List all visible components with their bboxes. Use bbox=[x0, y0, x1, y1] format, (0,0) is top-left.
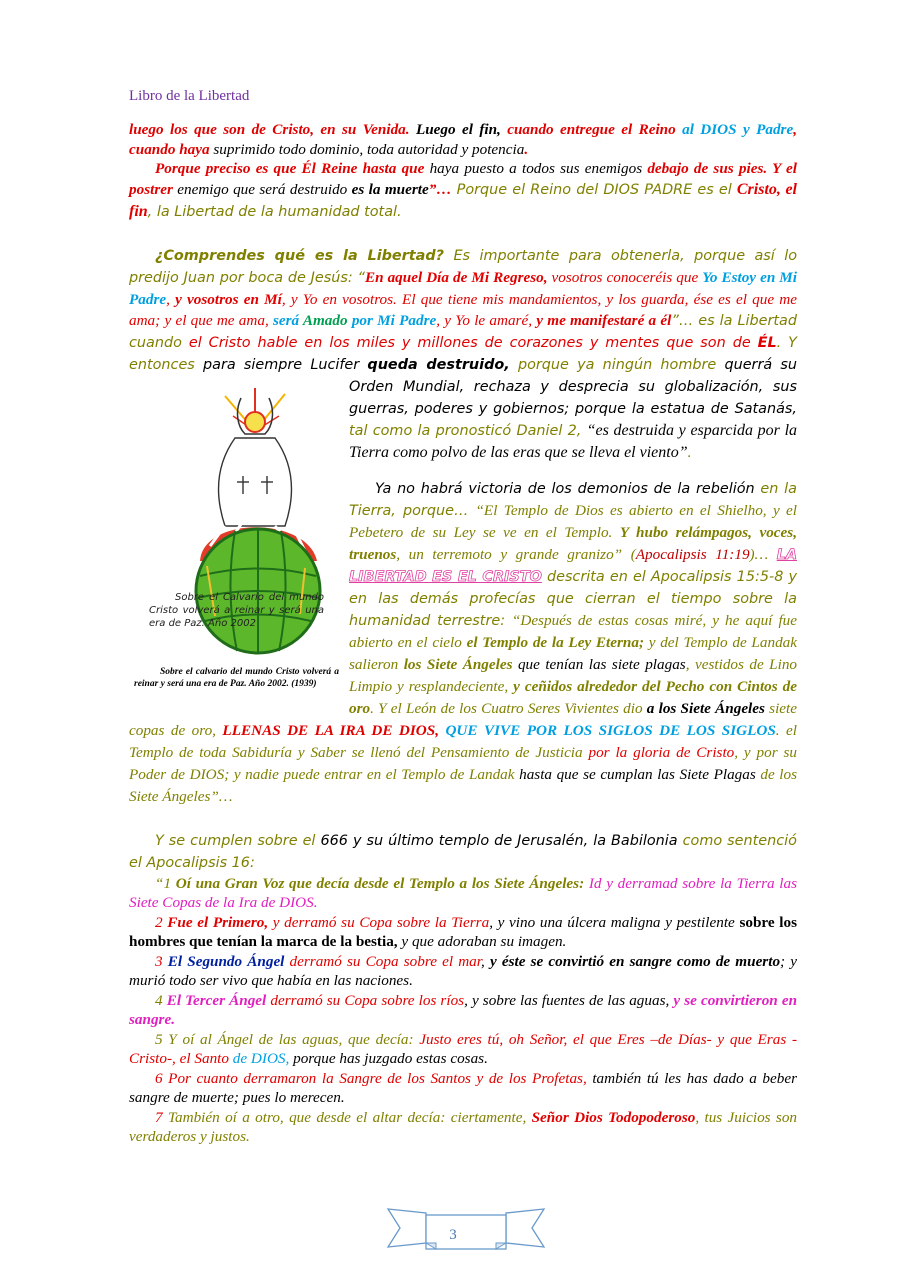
text-span: Fue el Primero, bbox=[167, 913, 269, 931]
text-span: Por cuanto derramaron la Sangre de los Santos y de los Profetas, bbox=[168, 1069, 587, 1087]
text-span: ”… bbox=[428, 180, 452, 198]
spacer bbox=[129, 808, 797, 830]
text-span: El Segundo Ángel bbox=[167, 952, 285, 970]
text-span: y del Templo de Landak salieron bbox=[349, 633, 797, 673]
text-span: QUE VIVE POR LOS SIGLOS DE LOS SIGLOS bbox=[439, 721, 776, 739]
text-span: . bbox=[687, 444, 692, 461]
text-span: Cristo, el fin bbox=[129, 180, 798, 220]
page-body bbox=[129, 120, 797, 1147]
text-span: 3 bbox=[155, 952, 168, 970]
handwritten-inscription: Sobre el Calvario del mundo Cristo volverá a reinar y será una era de Paz. Año 2002 bbox=[149, 592, 324, 629]
text-span: y éste se convirtió en sangre como de muerto bbox=[489, 952, 781, 970]
text-span: también tú les has dado a beber sangre de muerte bbox=[129, 1069, 797, 1106]
text-span: es la muerte bbox=[351, 180, 429, 198]
figure-caption: Sobre el calvario del mundo Cristo volverá a reinar y será una era de Paz. Año 2002. (1939) bbox=[134, 667, 339, 689]
paragraph-5 bbox=[129, 830, 797, 874]
text-span: el Cristo hable en los miles y millones de corazones y mentes que son de bbox=[188, 335, 758, 351]
running-title: Libro de la Libertad bbox=[129, 88, 250, 104]
text-span: )… bbox=[749, 545, 777, 563]
text-span: y se convirtieron en sangre. bbox=[129, 991, 798, 1028]
text-span: “Después de estas cosas miré, y he aquí fue abierto en el cielo bbox=[349, 611, 797, 651]
text-span: por la gloria de Cristo bbox=[588, 743, 735, 761]
page-number: 3 bbox=[449, 1227, 457, 1243]
text-span: querrá su Orden Mundial, rechaza y desprecia su globalización, sus guerras, poderes y gobiernos; porque la estatua de Satanás, bbox=[349, 357, 797, 417]
text-span: el Templo de la Ley Eterna; bbox=[466, 633, 645, 651]
text-span: 4 bbox=[155, 991, 167, 1009]
text-span: . el Templo de toda Sabiduría y Saber se llenó del Pensamiento de Justicia bbox=[129, 721, 797, 761]
verse-3 bbox=[129, 952, 797, 991]
verse-2 bbox=[129, 913, 797, 952]
text-span: ”… es la Libertad cuando bbox=[129, 313, 797, 351]
text-span: descrita en el Apocalipsis 15:5-8 y en las demás profecías que cierran el tiempo sobre la humanidad terrestre: bbox=[349, 568, 797, 629]
text-span: vosotros conoceréis que bbox=[547, 268, 703, 286]
text-span: , la Libertad de la humanidad total. bbox=[147, 203, 402, 220]
text-span: ¿Comprendes qué es la Libertad? bbox=[155, 247, 445, 264]
text-span: “es destruida y esparcida por la Tierra como polvo de las eras que se lleva el viento” bbox=[349, 422, 798, 461]
text-span: Porque preciso es que Él Reine hasta que bbox=[155, 160, 425, 177]
text-span: Es importante para obtenerla, porque así lo predijo Juan por boca de Jesús: “ bbox=[129, 247, 798, 286]
text-span: “El Templo de Dios es abierto en el Shielho, y el Pebetero de su Ley se ve en el Templo. bbox=[349, 501, 797, 541]
text-span: los Siete Ángeles bbox=[403, 655, 513, 673]
text-span: será bbox=[273, 312, 300, 329]
verse-6 bbox=[129, 1069, 797, 1108]
text-span: , vestidos de Lino Limpio y resplandeciente, bbox=[349, 655, 798, 695]
text-span: , y Yo le amaré, bbox=[436, 312, 537, 329]
verse-1 bbox=[129, 874, 797, 913]
text-span: suprimido todo dominio, toda autoridad y potencia bbox=[209, 140, 525, 158]
text-span: 7 bbox=[155, 1108, 168, 1126]
christ-over-globe-illustration bbox=[155, 376, 365, 676]
text-span: derramó su Copa sobre los ríos bbox=[266, 991, 465, 1009]
text-span: enemigo que será destruido bbox=[172, 180, 352, 198]
text-span: haya puesto a todos sus enemigos bbox=[424, 160, 648, 177]
paragraph-2 bbox=[129, 159, 797, 223]
text-span: como sentenció el Apocalipsis 16: bbox=[129, 832, 797, 871]
figure-christ-globe bbox=[129, 376, 339, 698]
text-span: que tenían las siete plagas bbox=[512, 655, 686, 673]
text-span: Oí una Gran Voz que decía desde el Templo a los Siete Ángeles: bbox=[175, 874, 585, 892]
text-span: Y se cumplen sobre el bbox=[155, 832, 321, 849]
text-span: en la Tierra, porque… bbox=[349, 480, 797, 519]
text-span: . Y el León de los Cuatro Seres Vivientes dio bbox=[370, 699, 647, 717]
text-span: 5 Y oí al Ángel de las aguas, que decía: bbox=[155, 1030, 420, 1048]
text-span: porque ya ningún hombre bbox=[509, 357, 725, 373]
text-span: porque has juzgado estas cosas. bbox=[289, 1050, 488, 1067]
text-span: LA LIBERTAD ES EL CRISTO bbox=[349, 546, 798, 585]
text-span: a los Siete Ángeles bbox=[646, 699, 765, 717]
text-span: hasta que se cumplan las Siete Plagas bbox=[519, 765, 756, 783]
text-span: Amado bbox=[299, 312, 348, 329]
text-span: 6 bbox=[155, 1069, 169, 1087]
verse-4 bbox=[129, 991, 797, 1030]
text-span: , un terremoto y grande granizo” ( bbox=[396, 545, 636, 563]
text-span: En aquel Día de Mi Regreso, bbox=[364, 268, 548, 286]
text-span: , y vino una úlcera maligna y pestilente bbox=[489, 913, 740, 931]
text-span: , bbox=[480, 952, 490, 970]
text-span: derramó su Copa sobre el mar bbox=[284, 952, 481, 970]
verse-7 bbox=[129, 1108, 797, 1147]
text-span: sobre los hombres que tenían la marca de la bestia, bbox=[129, 913, 797, 950]
text-span: Justo eres tú, oh Señor, el que Eres –de Días- y que Eras -Cristo-, el Santo bbox=[129, 1030, 797, 1067]
text-span: por Mi Padre bbox=[347, 312, 437, 329]
text-span: LLENAS DE LA IRA DE DIOS, bbox=[222, 721, 440, 739]
text-span: “1 bbox=[155, 874, 176, 892]
text-span: luego los que son de Cristo, en su Venida. bbox=[129, 121, 410, 138]
verse-list bbox=[129, 874, 797, 1147]
text-span: , y por su Poder de DIOS; y nadie puede entrar en el Templo de Landak bbox=[129, 743, 797, 783]
text-span: y vosotros en Mí bbox=[175, 290, 282, 308]
text-span: para siempre Lucifer bbox=[203, 357, 368, 373]
text-span: , bbox=[166, 290, 176, 308]
text-span: También oí a otro, que desde el altar decía: ciertamente, bbox=[167, 1108, 532, 1126]
text-span: Id y derramad sobre la Tierra las Siete Copas de la Ira de DIOS. bbox=[129, 874, 797, 911]
text-span: , cuando haya bbox=[129, 121, 797, 158]
text-span: y que adoraban su imagen. bbox=[397, 933, 567, 950]
text-span: ; pues lo merecen. bbox=[233, 1089, 345, 1106]
text-span: , y Yo en vosotros. El que tiene mis mandamientos, y los guarda, ése es el que me ama; y el que me ama, bbox=[129, 290, 798, 329]
text-span: , tus Juicios son verdaderos y justos. bbox=[129, 1108, 798, 1145]
text-span: . Y entonces bbox=[129, 335, 797, 373]
text-span: ; y murió todo ser vivo que había en las naciones. bbox=[129, 952, 797, 989]
text-span: . bbox=[524, 140, 529, 158]
text-span: de los Siete Ángeles”… bbox=[129, 765, 797, 805]
text-span: cuando entregue el Reino bbox=[500, 121, 676, 138]
text-span: 2 bbox=[155, 913, 168, 931]
text-span: ÉL bbox=[757, 335, 777, 351]
text-span: debajo de sus pies. Y el postrer bbox=[129, 160, 797, 198]
text-span: Porque el Reino del DIOS PADRE es el bbox=[451, 181, 737, 198]
text-span: tal como la pronosticó Daniel 2, bbox=[349, 423, 587, 439]
text-span: Señor Dios Todopoderoso bbox=[531, 1108, 696, 1126]
text-span: al DIOS y Padre bbox=[675, 121, 794, 138]
text-span: Yo Estoy en Mi Padre bbox=[129, 268, 798, 308]
verse-5 bbox=[129, 1030, 797, 1069]
text-span: Ya no habrá victoria de los demonios de la rebelión bbox=[375, 480, 755, 497]
text-span: El Tercer Ángel bbox=[166, 991, 267, 1009]
text-span: Luego el fin, bbox=[409, 121, 501, 138]
text-span: Apocalipsis 11:19 bbox=[635, 545, 750, 563]
text-span: siete copas de oro, bbox=[129, 699, 797, 739]
text-span: , y sobre las fuentes de las aguas, bbox=[464, 991, 674, 1009]
text-span: de DIOS, bbox=[232, 1050, 290, 1067]
paragraph-1 bbox=[129, 120, 797, 159]
spacer bbox=[129, 223, 797, 245]
text-span: y derramó su Copa sobre la Tierra bbox=[268, 913, 490, 931]
text-span: 666 y su último templo de Jerusalén, la Babilonia bbox=[320, 832, 678, 849]
text-span: queda destruido, bbox=[367, 357, 510, 373]
text-span: Y hubo relámpagos, voces, truenos bbox=[349, 523, 797, 563]
text-span: y ceñidos alrededor del Pecho con Cintos de oro bbox=[349, 677, 797, 717]
text-span: y me manifestaré a él bbox=[536, 312, 672, 329]
